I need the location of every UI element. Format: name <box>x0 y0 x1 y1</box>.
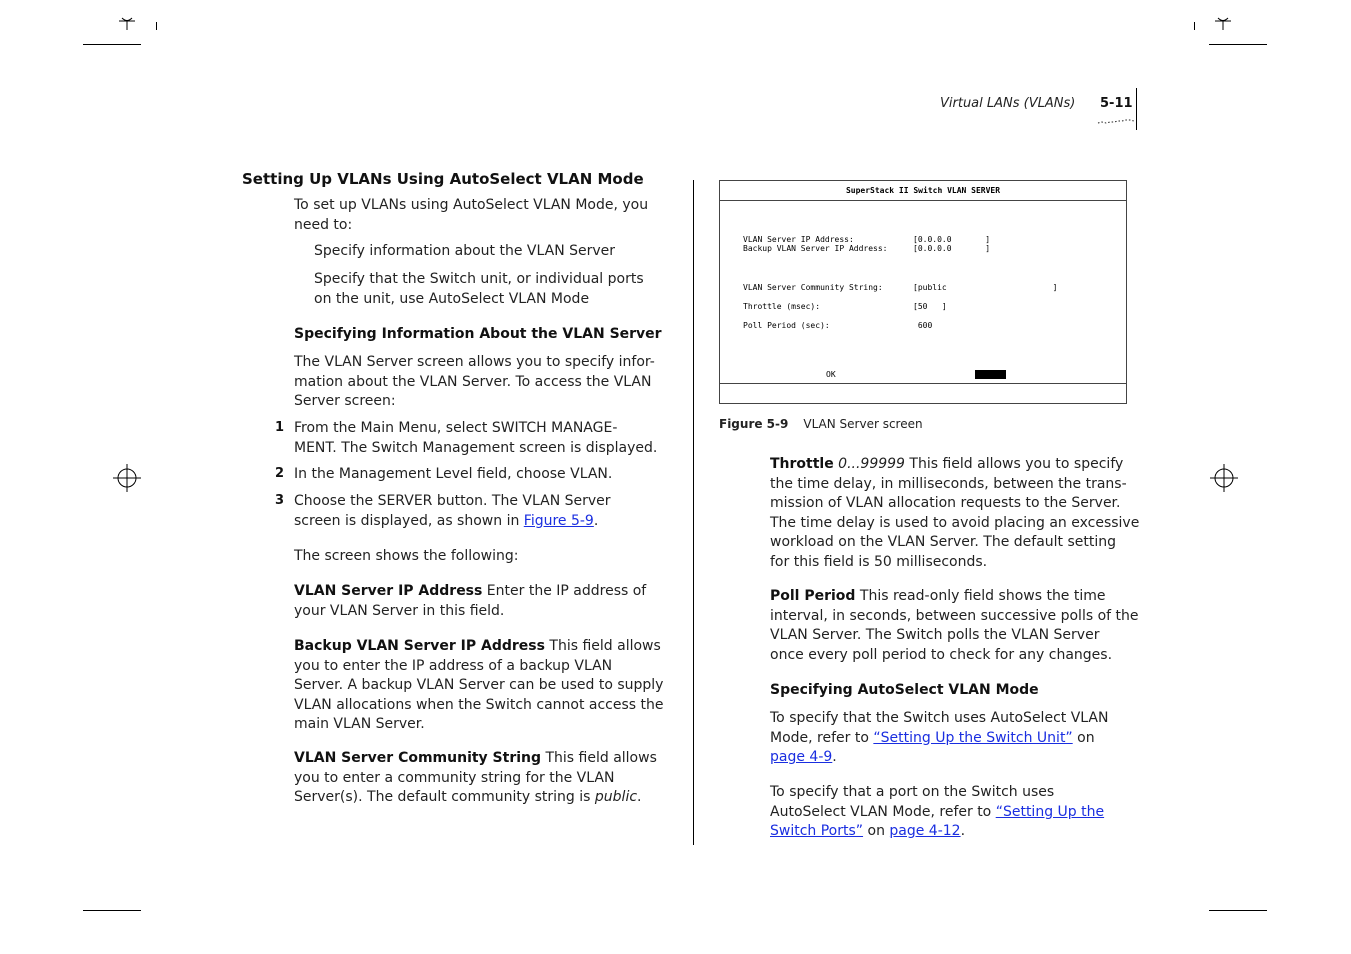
vlan-server-screen <box>719 180 1127 404</box>
subsection-title: Specifying AutoSelect VLAN Mode <box>770 682 1039 698</box>
figure-link[interactable]: Figure 5-9 <box>523 512 594 529</box>
community-string-input[interactable]: [public ] <box>913 283 1058 292</box>
poll-period-description: Poll Period This read-only field shows the time interval, in seconds, between successive polls of the VLAN Server. The Switch polls the VLAN Server once every poll period to check for any changes. <box>770 588 1139 663</box>
page-4-12-link[interactable]: page 4-12 <box>889 823 961 839</box>
step-text: In the Management Level field, choose VLAN. <box>294 466 613 482</box>
ok-button[interactable]: OK <box>826 370 836 379</box>
field-term: VLAN Server IP Address <box>294 583 483 599</box>
registration-crosshair-icon <box>1210 464 1238 492</box>
bullet-item: Specify information about the VLAN Server <box>314 243 616 259</box>
throttle-description: Throttle 0...99999 This field allows you to specify the time delay, in milliseconds, between the trans- mission of VLAN allocation requests to the Server. The time delay is used to avoid placing an excessive workload on the VLAN Server. The default setting for this field is 50 milliseconds. <box>770 456 1140 570</box>
screen-field-label: Throttle (msec): <box>743 302 821 311</box>
crop-mark <box>1209 44 1267 45</box>
cancel-button[interactable]: CANCEL <box>976 370 1005 379</box>
crop-mark <box>83 910 141 911</box>
field-term: Backup VLAN Server IP Address <box>294 638 545 654</box>
field-term: Poll Period <box>770 588 856 604</box>
crop-mark <box>156 22 157 30</box>
autoselect-paragraph: To specify that the Switch uses AutoSelect VLAN Mode, refer to “Setting Up the Switch Unit” on page 4-9. <box>770 710 1109 765</box>
dotted-ornament-icon <box>1097 116 1135 126</box>
poll-period-value: 600 <box>913 321 933 330</box>
crop-mark <box>1209 910 1267 911</box>
field-description: VLAN Server IP Address Enter the IP address of your VLAN Server in this field. <box>294 583 647 619</box>
screen-field-label: VLAN Server Community String: <box>743 283 883 292</box>
screen-field-label: Backup VLAN Server IP Address: <box>743 244 888 253</box>
running-header-title: Virtual LANs (VLANs) <box>940 96 1076 111</box>
screen-title-rule <box>720 200 1126 201</box>
field-description: VLAN Server Community String This field allows you to enter a community string for the VLAN Server(s). The default community string is public. <box>294 750 657 805</box>
screen-field-label: Poll Period (sec): <box>743 321 830 330</box>
throttle-input[interactable]: [50 ] <box>913 302 947 311</box>
screen-title: SuperStack II Switch VLAN SERVER <box>845 186 1001 195</box>
registration-mark-icon <box>118 16 136 30</box>
autoselect-port-paragraph: To specify that a port on the Switch uses AutoSelect VLAN Mode, refer to “Setting Up the Switch Ports” on page 4-12. <box>770 784 1105 839</box>
figure-label: Figure 5-9 <box>719 417 789 431</box>
field-term: Throttle <box>770 456 834 472</box>
screen-footer-rule <box>720 383 1126 384</box>
registration-mark-icon <box>1214 16 1232 30</box>
setting-up-switch-ports-link[interactable]: “Setting Up the <box>995 803 1105 820</box>
section-title: Setting Up VLANs Using AutoSelect VLAN Mode <box>242 170 644 188</box>
header-rule <box>1136 88 1137 130</box>
screen-field-label: VLAN Server IP Address: <box>743 235 854 244</box>
screen-shows-text: The screen shows the following: <box>294 548 519 564</box>
setting-up-switch-unit-link[interactable]: “Setting Up the Switch Unit” <box>873 729 1073 746</box>
backup-ip-input[interactable]: [0.0.0.0 ] <box>913 244 991 253</box>
crop-mark <box>1194 22 1195 30</box>
registration-crosshair-icon <box>113 464 141 492</box>
step-text: From the Main Menu, select SWITCH MANAGE- MENT. The Switch Management screen is displayed. <box>294 420 658 456</box>
figure-caption: Figure 5-9 VLAN Server screen <box>719 417 923 431</box>
page-number: 5-11 <box>1100 96 1133 111</box>
step-number: 2 <box>275 466 285 481</box>
bullet-item: Specify that the Switch unit, or individual ports on the unit, use AutoSelect VLAN Mode <box>314 271 644 307</box>
intro-paragraph: To set up VLANs using AutoSelect VLAN Mode, you need to: <box>294 197 649 233</box>
crop-mark <box>83 44 141 45</box>
sub-intro-paragraph: The VLAN Server screen allows you to specify infor- mation about the VLAN Server. To access the VLAN Server screen: <box>294 354 655 409</box>
setting-up-switch-ports-link[interactable]: Switch Ports” <box>770 823 864 839</box>
step-number: 3 <box>275 493 285 508</box>
page-4-9-link[interactable]: page 4-9 <box>770 749 833 765</box>
step-number: 1 <box>275 420 285 435</box>
subsection-title: Specifying Information About the VLAN Server <box>294 326 662 342</box>
field-term: VLAN Server Community String <box>294 750 542 766</box>
step-text: Choose the SERVER button. The VLAN Server screen is displayed, as shown in Figure 5-9. <box>294 493 611 529</box>
server-ip-input[interactable]: [0.0.0.0 ] <box>913 235 991 244</box>
field-description: Backup VLAN Server IP Address This field allows you to enter the IP address of a backup VLAN Server. A backup VLAN Server can be used to supply VLAN allocations when the Switch cannot access the main VLAN Server. <box>294 638 664 732</box>
column-divider <box>693 180 694 845</box>
